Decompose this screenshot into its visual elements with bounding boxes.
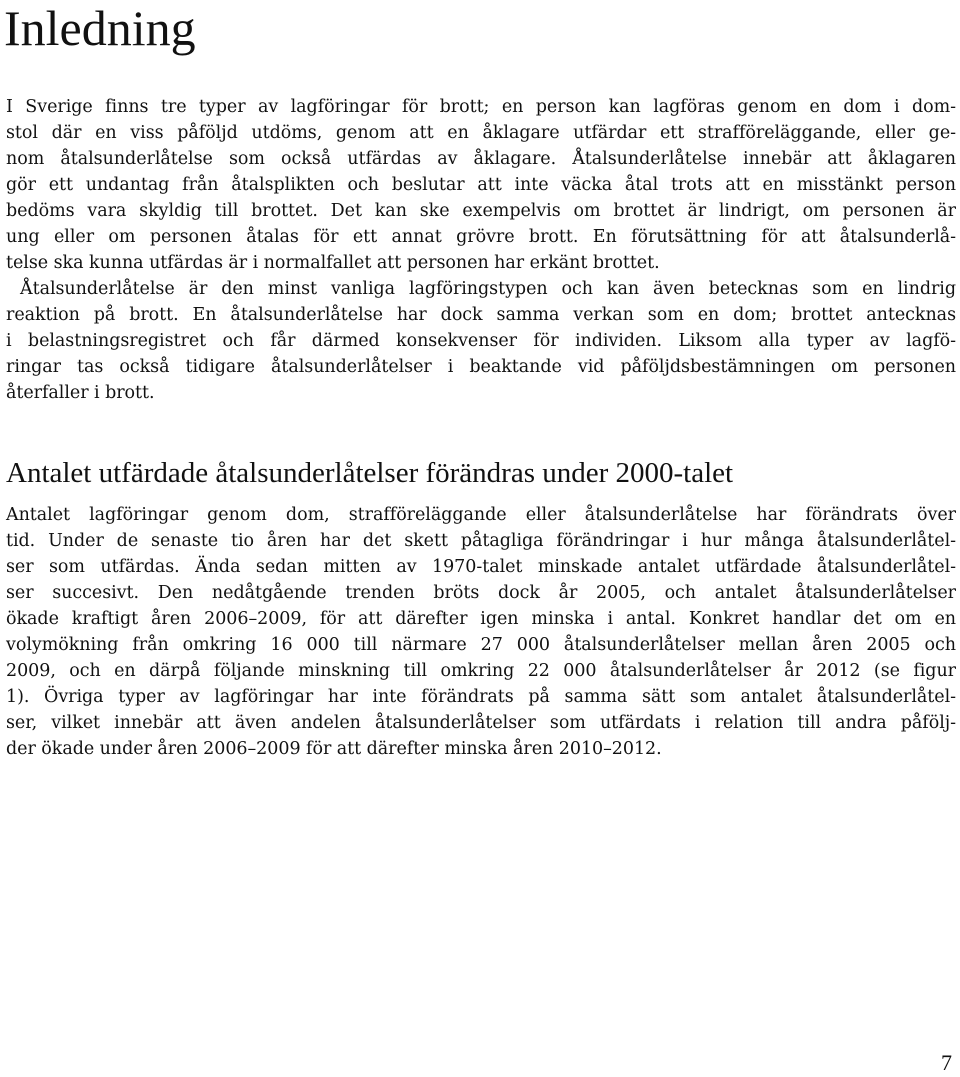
- paragraph-reaction: [6, 276, 956, 406]
- text-line: 1). Övriga typer av lagföringar har inte förändrats på samma sätt som antalet åtalsunderlåtel-: [6, 687, 956, 707]
- page-title: Inledning: [4, 0, 196, 56]
- page-number: 7: [941, 1050, 952, 1075]
- paragraph-intro: [6, 94, 956, 276]
- paragraph-trend: [6, 502, 956, 762]
- text-line: Åtalsunderlåtelse är den minst vanliga lagföringstypen och kan även betecknas som en lindrig: [20, 279, 956, 299]
- text-line: ung eller om personen åtalas för ett annat grövre brott. En förutsättning för att åtalsunderlå-: [6, 227, 956, 247]
- text-line: tid. Under de senaste tio åren har det skett påtagliga förändringar i hur många åtalsunderlåtel-: [6, 531, 956, 551]
- text-line: der ökade under åren 2006–2009 för att därefter minska åren 2010–2012.: [6, 739, 662, 759]
- text-line: reaktion på brott. En åtalsunderlåtelse har dock samma verkan som en dom; brottet antecknas: [6, 305, 956, 325]
- text-line: ökade kraftigt åren 2006–2009, för att därefter igen minska i antal. Konkret handlar det om en: [6, 609, 956, 629]
- text-line: gör ett undantag från åtalsplikten och beslutar att inte väcka åtal trots att en misstänkt person: [6, 175, 956, 195]
- text-line: ser succesivt. Den nedåtgående trenden bröts dock år 2005, och antalet åtalsunderlåtelser: [6, 583, 956, 603]
- text-line: i belastningsregistret och får därmed konsekvenser för individen. Liksom alla typer av lagfö-: [6, 331, 956, 351]
- text-line: I Sverige finns tre typer av lagföringar för brott; en person kan lagföras genom en dom i dom-: [6, 97, 956, 117]
- text-line: volymökning från omkring 16 000 till närmare 27 000 åtalsunderlåtelser mellan åren 2005 och: [6, 635, 956, 655]
- text-line: nom åtalsunderlåtelse som också utfärdas av åklagare. Åtalsunderlåtelse innebär att åklagaren: [6, 149, 956, 169]
- text-line: ser som utfärdas. Ända sedan mitten av 1970-talet minskade antalet utfärdade åtalsunderlåtel-: [6, 557, 956, 577]
- text-line: återfaller i brott.: [6, 383, 155, 403]
- text-line: telse ska kunna utfärdas är i normalfallet att personen har erkänt brottet.: [6, 253, 660, 273]
- text-line: stol där en viss påföljd utdöms, genom att en åklagare utfärdar ett strafföreläggande, eller ge-: [6, 123, 956, 143]
- text-line: Antalet lagföringar genom dom, strafföreläggande eller åtalsunderlåtelse har förändrats över: [6, 505, 956, 525]
- section-heading: Antalet utfärdade åtalsunderlåtelser förändras under 2000-talet: [6, 457, 734, 489]
- text-line: ser, vilket innebär att även andelen åtalsunderlåtelser som utfärdats i relation till andra påfölj-: [6, 713, 956, 733]
- text-line: ringar tas också tidigare åtalsunderlåtelser i beaktande vid påföljdsbestämningen om personen: [6, 357, 956, 377]
- text-line: 2009, och en därpå följande minskning till omkring 22 000 åtalsunderlåtelser år 2012 (se figur: [6, 661, 956, 681]
- text-line: bedöms vara skyldig till brottet. Det kan ske exempelvis om brottet är lindrigt, om personen är: [6, 201, 956, 221]
